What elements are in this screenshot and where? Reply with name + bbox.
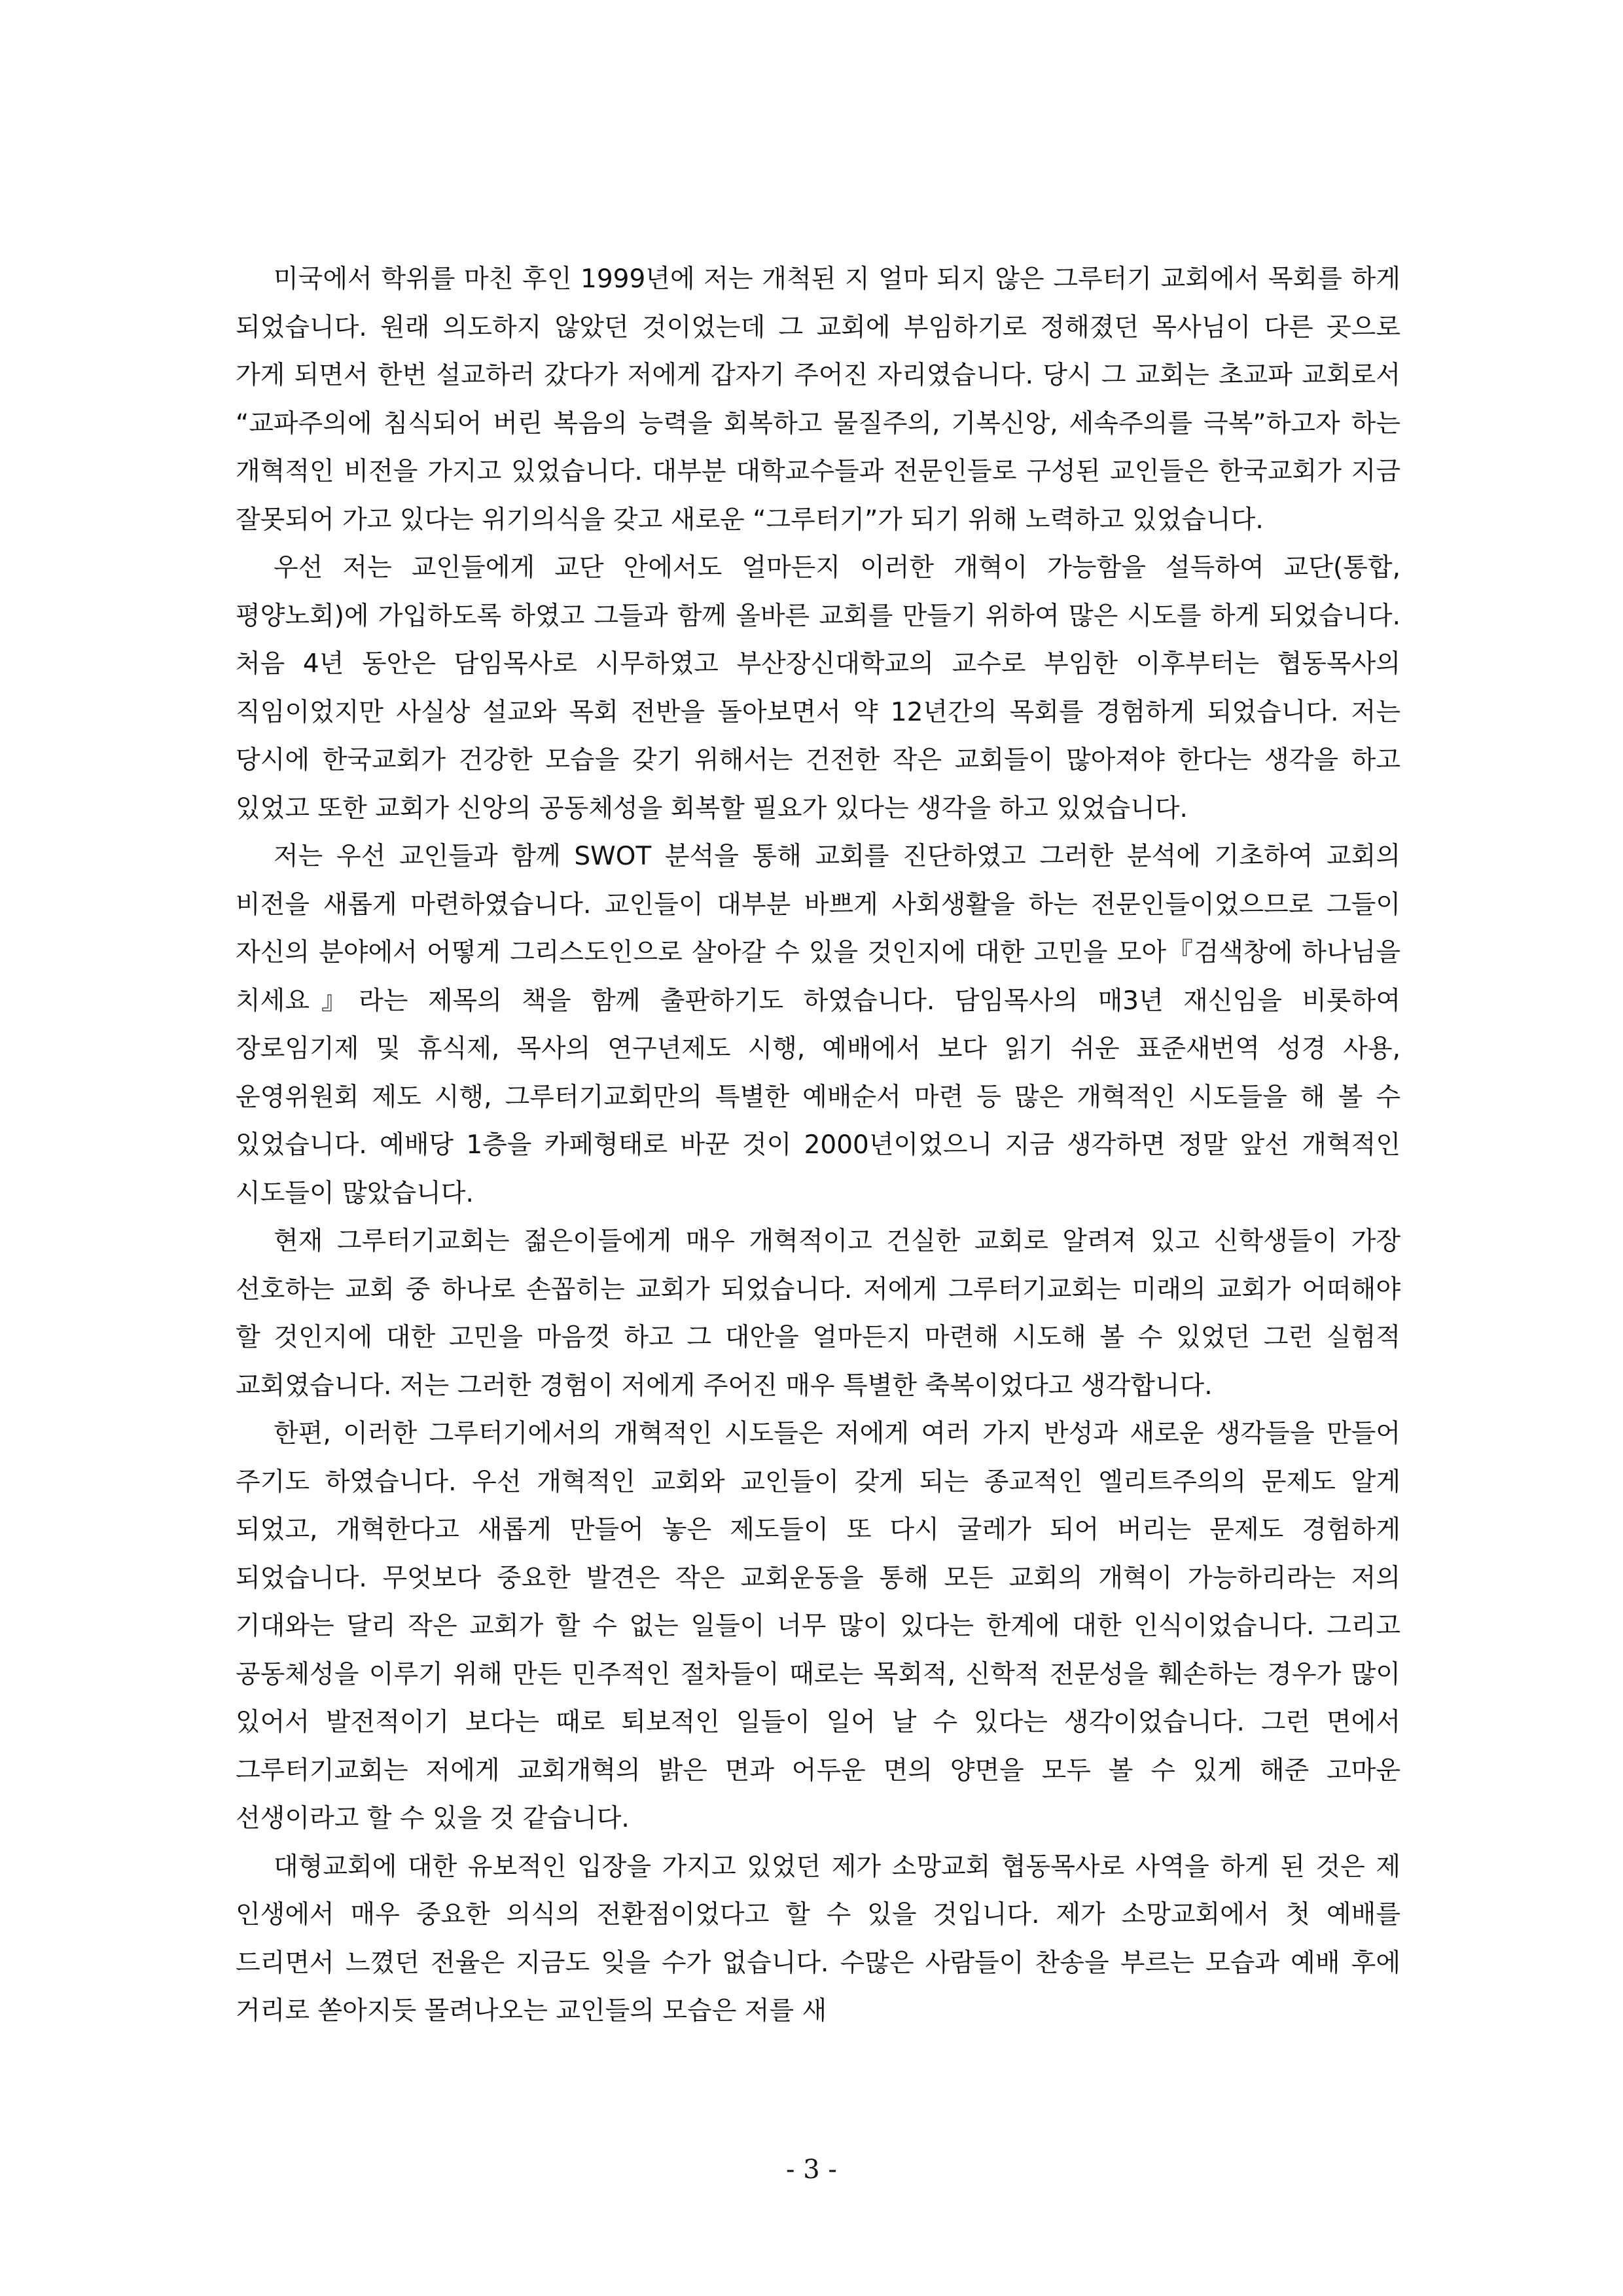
page-number: - 3 -	[786, 2155, 837, 2185]
paragraph-3: 저는 우선 교인들과 함께 SWOT 분석을 통해 교회를 진단하였고 그러한 분석에 기초하여 교회의 비전을 새롭게 마련하였습니다. 교인들이 대부분 바쁘게 사회생활을 하는 전문인들이었으므로 그들이 자신의 분야에서 어떻게 그리스도인으로 살아갈 수 있을 것인지에 대한 고민을 모아『검색창에 하나님을 치세요』라는 제목의 책을 함께 출판하기도 하였습니다. 담임목사의 매3년 재신임을 비롯하여 장로임기제 및 휴식제, 목사의 연구년제도 시행, 예배에서 보다 읽기 쉬운 표준새번역 성경 사용, 운영위원회 제도 시행, 그루터기교회만의 특별한 예배순서 마련 등 많은 개혁적인 시도들을 해 볼 수 있었습니다. 예배당 1층을 카페형태로 바꾼 것이 2000년이었으니 지금 생각하면 정말 앞선 개혁적인 시도들이 많았습니다.	[236, 842, 1400, 1208]
paragraph-4: 현재 그루터기교회는 젊은이들에게 매우 개혁적이고 건실한 교회로 알려져 있고 신학생들이 가장 선호하는 교회 중 하나로 손꼽히는 교회가 되었습니다. 저에게 그루터기교회는 미래의 교회가 어떠해야 할 것인지에 대한 고민을 마음껏 하고 그 대안을 얼마든지 마련해 시도해 볼 수 있었던 그런 실험적 교회였습니다. 저는 그러한 경험이 저에게 주어진 매우 특별한 축복이었다고 생각합니다.	[236, 1227, 1400, 1401]
paragraph-5: 한편, 이러한 그루터기에서의 개혁적인 시도들은 저에게 여러 가지 반성과 새로운 생각들을 만들어 주기도 하였습니다. 우선 개혁적인 교회와 교인들이 갖게 되는 종교적인 엘리트주의의 문제도 알게 되었고, 개혁한다고 새롭게 만들어 놓은 제도들이 또 다시 굴레가 되어 버리는 문제도 경험하게 되었습니다. 무엇보다 중요한 발견은 작은 교회운동을 통해 모든 교회의 개혁이 가능하리라는 저의 기대와는 달리 작은 교회가 할 수 없는 일들이 너무 많이 있다는 한계에 대한 인식이었습니다. 그리고 공동체성을 이루기 위해 만든 민주적인 절차들이 때로는 목회적, 신학적 전문성을 훼손하는 경우가 많이 있어서 발전적이기 보다는 때로 퇴보적인 일들이 일어 날 수 있다는 생각이었습니다. 그런 면에서 그루터기교회는 저에게 교회개혁의 밝은 면과 어두운 면의 양면을 모두 볼 수 있게 해준 고마운 선생이라고 할 수 있을 것 같습니다.	[236, 1419, 1400, 1833]
paragraph-1: 미국에서 학위를 마친 후인 1999년에 저는 개척된 지 얼마 되지 않은 그루터기 교회에서 목회를 하게 되었습니다. 원래 의도하지 않았던 것이었는데 그 교회에 부임하기로 정해졌던 목사님이 다른 곳으로 가게 되면서 한번 설교하러 갔다가 저에게 갑자기 주어진 자리였습니다. 당시 그 교회는 초교파 교회로서 “교파주의에 침식되어 버린 복음의 능력을 회복하고 물질주의, 기복신앙, 세속주의를 극복”하고자 하는 개혁적인 비전을 가지고 있었습니다. 대부분 대학교수들과 전문인들로 구성된 교인들은 한국교회가 지금 잘못되어 가고 있다는 위기의식을 갖고 새로운 “그루터기”가 되기 위해 노력하고 있었습니다.	[236, 264, 1400, 535]
paragraph-2: 우선 저는 교인들에게 교단 안에서도 얼마든지 이러한 개혁이 가능함을 설득하여 교단(통합, 평양노회)에 가입하도록 하였고 그들과 함께 올바른 교회를 만들기 위하여 많은 시도를 하게 되었습니다. 처음 4년 동안은 담임목사로 시무하였고 부산장신대학교의 교수로 부임한 이후부터는 협동목사의 직임이었지만 사실상 설교와 목회 전반을 돌아보면서 약 12년간의 목회를 경험하게 되었습니다. 저는 당시에 한국교회가 건강한 모습을 갖기 위해서는 건전한 작은 교회들이 많아져야 한다는 생각을 하고 있었고 또한 교회가 신앙의 공동체성을 회복할 필요가 있다는 생각을 하고 있었습니다.	[236, 553, 1400, 823]
paragraph-6: 대형교회에 대한 유보적인 입장을 가지고 있었던 제가 소망교회 협동목사로 사역을 하게 된 것은 제 인생에서 매우 중요한 의식의 전환점이었다고 할 수 있을 것입니다. 제가 소망교회에서 첫 예배를 드리면서 느꼈던 전율은 지금도 잊을 수가 없습니다. 수많은 사람들이 찬송을 부르는 모습과 예배 후에 거리로 쏟아지듯 몰려나오는 교인들의 모습은 저를 새	[236, 1852, 1400, 2026]
body-text	[236, 255, 1400, 2036]
